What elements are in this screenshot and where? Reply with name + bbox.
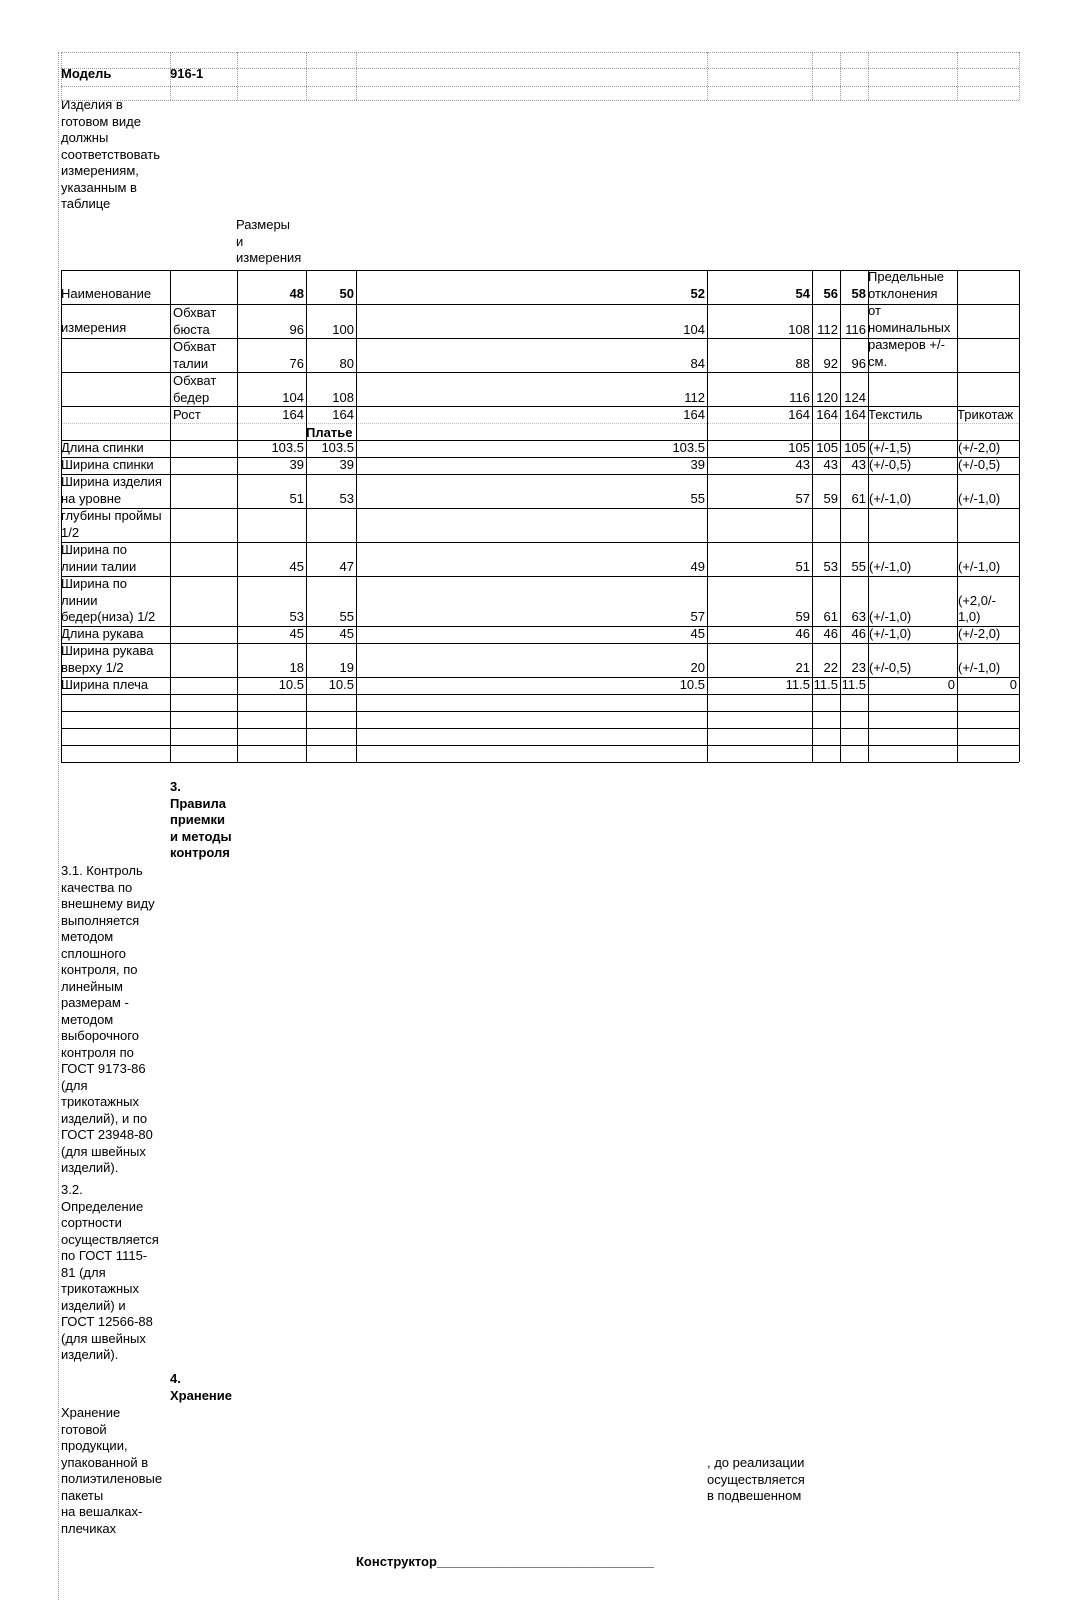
measurement-value: 23	[851, 659, 866, 675]
measurement-value: 49	[690, 558, 705, 574]
body-measure-value: 164	[683, 407, 705, 422]
product-title: Платье	[306, 425, 353, 440]
measurement-value: 11.5	[785, 677, 810, 692]
deviation-header-3: размеров +/- см.	[868, 337, 945, 369]
body-measure-label: Обхват бюста	[173, 305, 217, 337]
header-name: Наименование	[61, 286, 152, 301]
textile-tolerance: (+/-1,0)	[869, 490, 912, 506]
body-measure-value: 124	[844, 389, 866, 405]
measurement-name: Ширина плеча	[61, 677, 149, 692]
grid-line	[61, 542, 1019, 543]
size-48: 48	[289, 286, 304, 301]
measurement-value: 57	[795, 490, 810, 506]
measurement-value: 53	[823, 558, 838, 574]
body-measure-value: 84	[690, 355, 705, 371]
body-measure-value: 116	[789, 389, 810, 405]
measurement-value: 45	[289, 558, 304, 574]
section4-p2: , до реализации осуществляется в подвешенном	[707, 1455, 805, 1503]
measurement-name: Ширина по линии бедер(низа) 1/2	[61, 576, 156, 624]
grid-line	[61, 52, 62, 100]
grid-line	[840, 52, 841, 100]
header-measurement: измерения	[61, 320, 127, 335]
grid-line	[61, 86, 1019, 87]
textile-tolerance: (+/-1,0)	[869, 558, 912, 574]
measurement-name: Ширина спинки	[61, 457, 154, 472]
body-measure-value: 88	[795, 355, 810, 371]
grid-line	[306, 52, 307, 100]
measurement-value: 59	[823, 490, 838, 506]
body-measure-value: 96	[289, 321, 304, 337]
body-measure-value: 96	[851, 355, 866, 371]
grid-line	[61, 762, 1019, 763]
measurement-value: 103.5	[672, 440, 705, 455]
grid-line	[61, 270, 1019, 271]
intro-text: Изделия в готовом виде должны соответствовать измерениям, указанным в таблице	[61, 97, 161, 211]
grid-line	[61, 694, 1019, 695]
measurement-name: Ширина рукава вверху 1/2	[61, 643, 154, 675]
body-measure-value: 108	[788, 321, 810, 337]
body-measure-value: 80	[339, 355, 354, 371]
size-54: 54	[795, 286, 810, 301]
measurement-value: 46	[823, 626, 838, 641]
grid-line	[957, 52, 958, 100]
measurement-value: 43	[795, 457, 810, 472]
grid-line	[61, 508, 1019, 509]
grid-line	[61, 52, 1019, 53]
textile-tolerance: 0	[947, 677, 955, 692]
measurement-value: 43	[851, 457, 866, 472]
body-measure-value: 164	[282, 407, 304, 422]
knit-tolerance: (+2,0/- 1,0)	[958, 592, 996, 624]
knit-tolerance: (+/-2,0)	[958, 626, 1001, 641]
measurement-value: 105	[816, 440, 838, 455]
measurement-value: 59	[795, 609, 810, 624]
measurement-value: 103.5	[271, 440, 304, 455]
knit-tolerance: 0	[1009, 677, 1017, 692]
measurement-name: Ширина изделия на уровне	[61, 474, 162, 506]
measurement-value: 10.5	[328, 677, 354, 692]
measurement-name: глубины проймы 1/2	[61, 508, 162, 540]
deviation-header-1: Предельные отклонения	[868, 269, 945, 301]
section3-p1: 3.1. Контроль качества по внешнему виду выполняется методом сплошного контроля, по линейным размерам - методом выборочного контроля по ГОСТ 9173-86 (для трикотажных изделий), и по ГОСТ 23948-80 (для швейных изделий).	[61, 863, 155, 1175]
size-52: 52	[690, 286, 705, 301]
measurement-value: 51	[795, 558, 810, 574]
body-measure-value: 164	[788, 407, 810, 422]
grid-line	[356, 270, 357, 762]
measurement-value: 47	[339, 558, 354, 574]
grid-line	[356, 52, 357, 100]
measurement-value: 46	[851, 626, 866, 641]
measurement-value: 57	[690, 609, 705, 624]
measurement-value: 11.5	[841, 677, 866, 692]
textile-tolerance: (+/-0,5)	[869, 659, 912, 675]
measurement-name: Длина рукава	[61, 626, 144, 641]
grid-line	[237, 52, 238, 100]
section4-title: 4. Хранение	[170, 1371, 232, 1403]
model-number: 916-1	[170, 66, 204, 81]
body-measure-value: 164	[332, 407, 354, 422]
measurement-value: 10.5	[679, 677, 705, 692]
measurement-value: 39	[690, 457, 705, 472]
grid-line	[170, 52, 171, 100]
knit-tolerance: (+/-1,0)	[958, 558, 1001, 574]
header-textile: Текстиль	[868, 407, 923, 422]
knit-tolerance: (+/-1,0)	[958, 659, 1001, 675]
textile-tolerance: (+/-0,5)	[869, 457, 912, 472]
model-label: Модель	[61, 66, 112, 81]
body-measure-value: 116	[845, 321, 866, 337]
measurement-value: 55	[851, 558, 866, 574]
section3-p2: 3.2. Определение сортности осуществляется по ГОСТ 1115- 81 (для трикотажных изделий) и ГОСТ 12566-88 (для швейных изделий).	[61, 1182, 159, 1362]
sizes-title: Размеры и измерения	[236, 217, 302, 265]
knit-tolerance: (+/-0,5)	[958, 457, 1001, 472]
measurement-value: 45	[690, 626, 705, 641]
body-measure-label: Обхват талии	[173, 339, 217, 371]
measurement-value: 103.5	[321, 440, 354, 455]
size-50: 50	[339, 286, 354, 301]
measurement-value: 53	[339, 490, 354, 506]
body-measure-value: 108	[332, 389, 354, 405]
measurement-value: 22	[823, 659, 838, 675]
section3-title: 3. Правила приемки и методы контроля	[170, 779, 232, 860]
grid-line	[1019, 270, 1020, 762]
measurement-value: 10.5	[278, 677, 304, 692]
measurement-value: 53	[289, 609, 304, 624]
measurement-value: 55	[690, 490, 705, 506]
textile-tolerance: (+/-1,0)	[869, 609, 912, 624]
grid-line	[868, 52, 869, 100]
signature-line: Конструктор______________________________	[356, 1554, 654, 1569]
grid-line	[1019, 52, 1020, 100]
margin-line	[58, 52, 59, 1600]
grid-line	[812, 52, 813, 100]
body-measure-value: 120	[816, 389, 838, 405]
measurement-name: Ширина по линии талии	[61, 542, 137, 574]
body-measure-value: 164	[816, 407, 838, 422]
grid-line	[237, 270, 238, 762]
grid-line	[61, 576, 1019, 577]
measurement-value: 39	[339, 457, 354, 472]
body-measure-label: Рост	[173, 407, 201, 422]
measurement-value: 19	[339, 659, 354, 675]
size-58: 58	[851, 286, 866, 301]
measurement-value: 51	[289, 490, 304, 506]
grid-line	[61, 711, 1019, 712]
measurement-name: Длина спинки	[61, 440, 144, 455]
grid-line	[61, 474, 1019, 475]
textile-tolerance: (+/-1,5)	[869, 440, 912, 455]
grid-line	[61, 100, 1019, 101]
grid-line	[707, 52, 708, 100]
grid-line	[61, 643, 1019, 644]
knit-tolerance: (+/-1,0)	[958, 490, 1001, 506]
grid-line	[61, 728, 1019, 729]
grid-line	[61, 745, 1019, 746]
body-measure-value: 164	[844, 407, 866, 422]
measurement-value: 105	[788, 440, 810, 455]
body-measure-value: 112	[684, 389, 705, 405]
measurement-value: 61	[851, 490, 866, 506]
deviation-header-2: от номинальных	[868, 303, 951, 335]
body-measure-value: 104	[683, 321, 705, 337]
size-56: 56	[823, 286, 838, 301]
grid-line	[707, 270, 708, 762]
section4-p1: Хранение готовой продукции, упакованной в полиэтиленовые пакеты на вешалках- плечиках	[61, 1405, 163, 1536]
body-measure-value: 112	[817, 321, 838, 337]
measurement-value: 55	[339, 609, 354, 624]
grid-line	[61, 68, 1019, 69]
measurement-value: 20	[690, 659, 705, 675]
measurement-value: 11.5	[813, 677, 838, 692]
measurement-value: 61	[823, 609, 838, 624]
measurement-value: 105	[844, 440, 866, 455]
measurement-value: 46	[795, 626, 810, 641]
grid-line	[61, 423, 1019, 424]
body-measure-label: Обхват бедер	[173, 373, 217, 405]
body-measure-value: 92	[823, 355, 838, 371]
measurement-value: 43	[823, 457, 838, 472]
grid-line	[61, 406, 1019, 407]
body-measure-value: 100	[332, 321, 354, 337]
measurement-value: 45	[339, 626, 354, 641]
textile-tolerance: (+/-1,0)	[869, 626, 912, 641]
measurement-value: 39	[289, 457, 304, 472]
measurement-value: 45	[289, 626, 304, 641]
body-measure-value: 76	[289, 355, 304, 371]
header-knit: Трикотаж	[957, 407, 1014, 422]
knit-tolerance: (+/-2,0)	[958, 440, 1001, 455]
measurement-value: 63	[851, 609, 866, 624]
body-measure-value: 104	[282, 389, 304, 405]
measurement-value: 18	[289, 659, 304, 675]
measurement-value: 21	[795, 659, 810, 675]
